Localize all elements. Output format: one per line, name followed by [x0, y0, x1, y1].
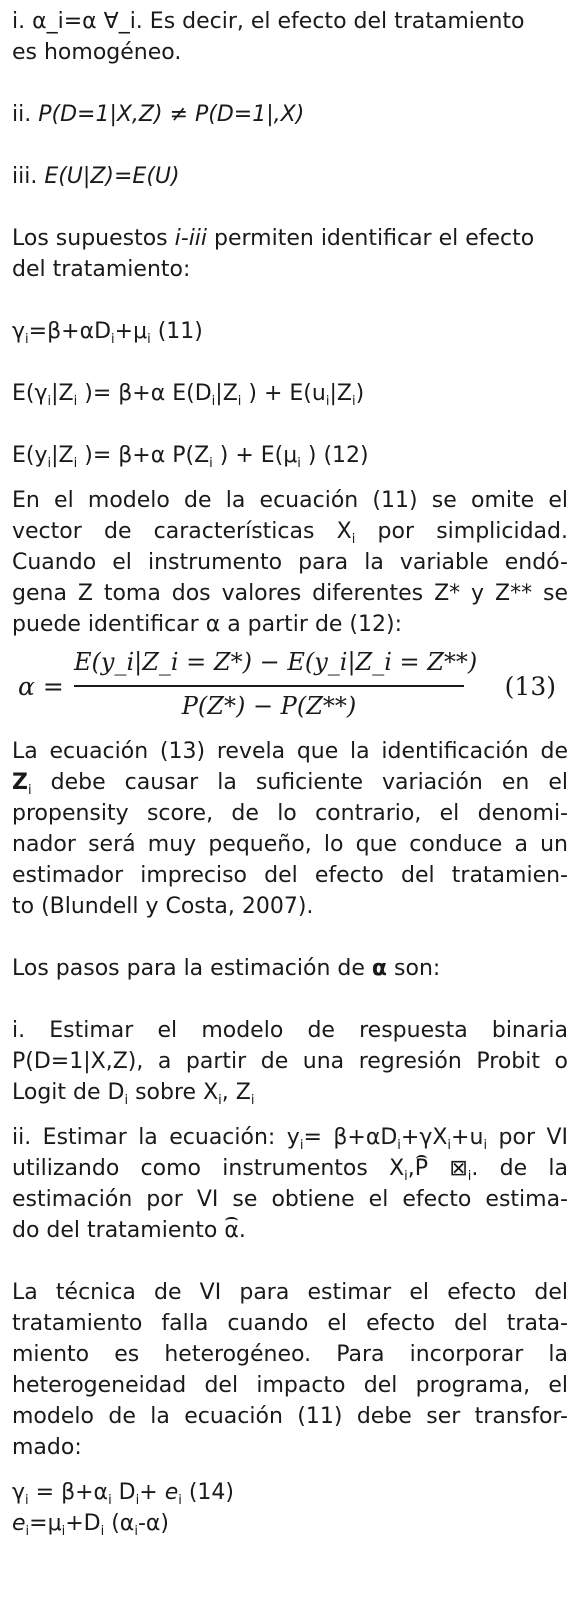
- condition-i: i. α_i=α ∀_i. Es decir, el efecto del tratamiento: [12, 9, 525, 34]
- paso2-line-1: ii. Estimar la ecuación: $y_i= \beta+\alpha D_i+\gamma X_i+u_i$ por VI: [12, 1125, 568, 1153]
- equation-13-number: (13): [504, 672, 556, 701]
- para3-line-3: miento es heterogéneo. Para incorporar la: [12, 1342, 568, 1367]
- supuestos-text-a: Los supuestos: [12, 226, 175, 251]
- para1-line-3: Cuando el instrumento para la variable endó-: [12, 550, 568, 575]
- para2-line-5: estimador impreciso del efecto del tratamien-: [12, 863, 568, 888]
- equation-13-denominator: P(Z*) − P(Z**): [181, 692, 357, 720]
- condition-iii: [12, 161, 568, 192]
- condition-iii-label: iii.: [12, 164, 45, 189]
- paso2-line-4: do del tratamiento α.: [12, 1215, 568, 1246]
- condition-ii-formula: P(D=1|X,Z) ≠ P(D=1|,X): [38, 102, 305, 127]
- condition-i-continuation: es homogéneo.: [12, 40, 182, 65]
- paso2-line-2: utilizando como instrumentos $X_i,P$ $⊠_i$. de la: [12, 1153, 568, 1184]
- pasos-heading: Los pasos para la estimación de α son:: [12, 956, 441, 981]
- equation-14: $\gamma_i = \beta+\alpha_i$ $D_i+ e_i$ (14): [12, 1480, 235, 1508]
- para1-line-2: vector de características $X_i$ por simplicidad.: [12, 519, 568, 547]
- para3-line-6: mado:: [12, 1435, 82, 1460]
- condition-ii-label: ii.: [12, 102, 39, 127]
- condition-iii-formula: E(U|Z)=E(U): [44, 164, 180, 189]
- supuestos-italic: i-iii: [174, 226, 208, 251]
- equation-expectation: $E(\gamma_i|Z_i$ )= β+α $E(D_i|Z_i$ ) + $E(u_i|Z_i)$: [12, 381, 365, 409]
- equation-11: $\gamma_i=\beta+\alpha D_i+\mu_i$ (11): [12, 319, 203, 347]
- para3-line-2: tratamiento falla cuando el efecto del trata-: [12, 1311, 568, 1336]
- condition-ii: [12, 99, 568, 130]
- para2-line-4: nador será muy pequeño, lo que conduce a un: [12, 832, 568, 857]
- fraction-bar: [74, 685, 464, 687]
- page-content: [12, 6, 568, 1539]
- para2-line-1: La ecuación (13) revela que la identificación de: [12, 739, 568, 764]
- equation-13: [12, 648, 568, 728]
- para2-line-3: propensity score, de lo contrario, el denomi-: [12, 801, 568, 826]
- paso1-line-3: Logit de $D_i$ sobre $X_i$, $Z_i$: [12, 1080, 255, 1108]
- para2-line-2: $Z_i$ debe causar la suficiente variación en el: [12, 770, 568, 798]
- para1-line-1: En el modelo de la ecuación (11) se omite el: [12, 488, 568, 513]
- para3-line-1: La técnica de VI para estimar el efecto del: [12, 1280, 568, 1305]
- paso1-line-2: P(D=1|X,Z), a partir de una regresión Probit o: [12, 1049, 568, 1074]
- equation-12: $E(y_i|Z_i$ )= β+α $P(Z_i$ ) + $E(\mu_i$ ) (12): [12, 443, 369, 471]
- supuestos-line: [12, 223, 568, 254]
- paso2-line-3: estimación por VI se obtiene el efecto estima-: [12, 1187, 568, 1212]
- equation-13-lhs: α =: [18, 672, 64, 701]
- para1-line-4: gena Z toma dos valores diferentes Z* y Z** se: [12, 581, 568, 606]
- para2-line-6: to (Blundell y Costa, 2007).: [12, 894, 314, 919]
- paso1-line-1: i. Estimar el modelo de respuesta binaria: [12, 1018, 568, 1043]
- supuestos-text-b: permiten identificar el efecto: [207, 226, 535, 251]
- para3-line-5: modelo de la ecuación (11) debe ser transfor-: [12, 1404, 568, 1429]
- para3-line-4: heterogeneidad del impacto del programa, el: [12, 1373, 568, 1398]
- supuestos-continuation: del tratamiento:: [12, 257, 191, 282]
- equation-error-term: $e_i=\mu_i+D_i$ $(\alpha_i-\alpha)$: [12, 1511, 169, 1539]
- para1-line-5: puede identificar α a partir de (12):: [12, 612, 403, 637]
- equation-13-numerator: E(y_i|Z_i = Z*) − E(y_i|Z_i = Z**): [74, 648, 478, 676]
